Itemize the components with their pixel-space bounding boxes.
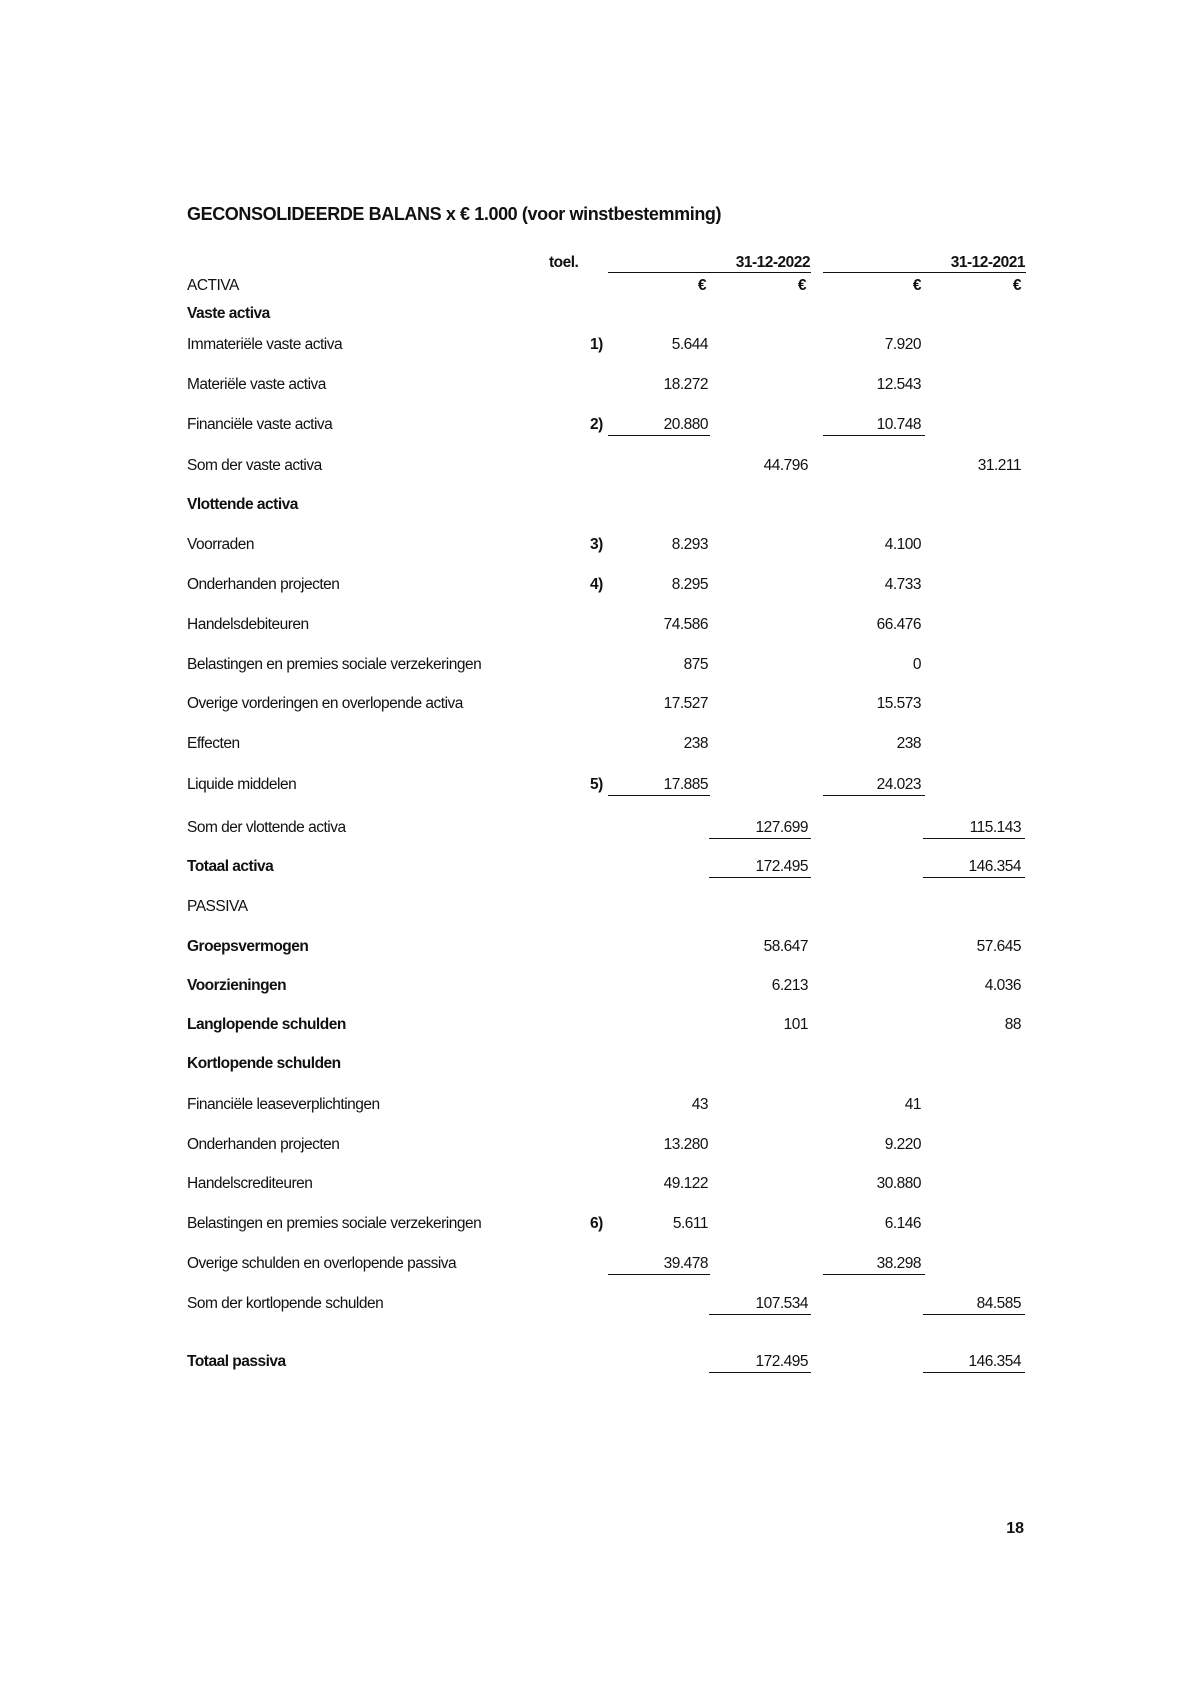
row-label: Langlopende schulden xyxy=(187,1016,346,1033)
row-value-c4: 115.143 xyxy=(969,819,1021,836)
row-label: Totaal passiva xyxy=(187,1353,286,1370)
row-value-c1: 875 xyxy=(683,656,708,673)
row-value-c3: 6.146 xyxy=(884,1215,921,1232)
currency-col-3: € xyxy=(912,277,921,294)
row-value-c1: 17.885 xyxy=(663,776,708,793)
row-value-c1: 238 xyxy=(683,735,708,752)
row-label: Belastingen en premies sociale verzekeringen xyxy=(187,656,482,673)
row-value-c4: 84.585 xyxy=(976,1295,1021,1312)
row-label: Som der vlottende activa xyxy=(187,819,346,836)
row-label: Overige vorderingen en overlopende activa xyxy=(187,695,463,712)
row-label: Vaste activa xyxy=(187,305,270,322)
row-label: Som der vaste activa xyxy=(187,457,322,474)
total-rule xyxy=(709,838,811,839)
total-rule xyxy=(823,435,925,436)
row-value-c3: 41 xyxy=(904,1096,921,1113)
row-label: Materiële vaste activa xyxy=(187,376,326,393)
row-value-c1: 8.293 xyxy=(671,536,708,553)
total-rule xyxy=(923,1314,1025,1315)
row-value-c3: 66.476 xyxy=(876,616,921,633)
row-label: Liquide middelen xyxy=(187,776,297,793)
row-value-c1: 13.280 xyxy=(663,1136,708,1153)
header-year-current: 31-12-2022 xyxy=(735,254,810,271)
row-value-c2: 101 xyxy=(783,1016,808,1033)
row-value-c4: 146.354 xyxy=(968,1353,1021,1370)
header-year-prior: 31-12-2021 xyxy=(950,254,1025,271)
total-rule xyxy=(608,1274,710,1275)
row-label: Groepsvermogen xyxy=(187,938,309,955)
row-value-c3: 12.543 xyxy=(876,376,921,393)
page-title: GECONSOLIDEERDE BALANS x € 1.000 (voor winstbestemming) xyxy=(187,204,722,224)
row-value-c3: 238 xyxy=(896,735,921,752)
row-label: Handelsdebiteuren xyxy=(187,616,309,633)
row-value-c2: 127.699 xyxy=(755,819,808,836)
row-label: Immateriële vaste activa xyxy=(187,336,343,353)
total-rule xyxy=(709,1372,811,1373)
row-label: Belastingen en premies sociale verzekeringen xyxy=(187,1215,482,1232)
header-rule-current xyxy=(608,272,811,273)
header-toel: toel. xyxy=(549,254,579,271)
row-value-c2: 172.495 xyxy=(755,858,808,875)
row-label: Kortlopende schulden xyxy=(187,1055,341,1072)
row-value-c1: 5.644 xyxy=(671,336,708,353)
total-rule xyxy=(923,1372,1025,1373)
total-rule xyxy=(709,877,811,878)
row-value-c4: 31.211 xyxy=(977,457,1021,474)
row-value-c4: 57.645 xyxy=(976,938,1021,955)
row-value-c1: 20.880 xyxy=(663,416,708,433)
row-value-c3: 4.733 xyxy=(884,576,921,593)
row-value-c1: 74.586 xyxy=(663,616,708,633)
currency-col-2: € xyxy=(797,277,806,294)
row-label: Overige schulden en overlopende passiva xyxy=(187,1255,457,1272)
row-label: Totaal activa xyxy=(187,858,274,875)
row-value-c1: 8.295 xyxy=(671,576,708,593)
header-rule-prior xyxy=(823,272,1026,273)
row-label: Financiële vaste activa xyxy=(187,416,333,433)
row-label: Voorraden xyxy=(187,536,255,553)
row-value-c3: 30.880 xyxy=(876,1175,921,1192)
row-value-c4: 4.036 xyxy=(984,977,1021,994)
row-label: Vlottende activa xyxy=(187,496,298,513)
row-label: Onderhanden projecten xyxy=(187,1136,340,1153)
total-rule xyxy=(608,435,710,436)
row-value-c1: 43 xyxy=(691,1096,708,1113)
row-label: Som der kortlopende schulden xyxy=(187,1295,384,1312)
row-note-ref: 2) xyxy=(590,416,603,433)
row-label: ACTIVA xyxy=(187,277,239,294)
row-label: Handelscrediteuren xyxy=(187,1175,313,1192)
currency-col-4: € xyxy=(1012,277,1021,294)
row-value-c3: 9.220 xyxy=(884,1136,921,1153)
row-note-ref: 1) xyxy=(590,336,603,353)
row-value-c3: 7.920 xyxy=(884,336,921,353)
row-value-c3: 10.748 xyxy=(876,416,921,433)
row-label: Financiële leaseverplichtingen xyxy=(187,1096,380,1113)
row-label: Onderhanden projecten xyxy=(187,576,340,593)
row-value-c1: 5.611 xyxy=(672,1215,708,1232)
row-value-c4: 88 xyxy=(1004,1016,1021,1033)
row-value-c1: 18.272 xyxy=(663,376,708,393)
row-value-c1: 17.527 xyxy=(663,695,708,712)
row-value-c2: 58.647 xyxy=(763,938,808,955)
row-note-ref: 4) xyxy=(590,576,603,593)
row-value-c1: 39.478 xyxy=(663,1255,708,1272)
row-value-c4: 146.354 xyxy=(968,858,1021,875)
row-label: Voorzieningen xyxy=(187,977,287,994)
row-value-c3: 0 xyxy=(912,656,921,673)
row-value-c3: 15.573 xyxy=(876,695,921,712)
row-note-ref: 3) xyxy=(590,536,603,553)
total-rule xyxy=(823,1274,925,1275)
row-label: PASSIVA xyxy=(187,898,248,915)
row-value-c2: 107.534 xyxy=(755,1295,808,1312)
total-rule xyxy=(709,1314,811,1315)
row-value-c1: 49.122 xyxy=(663,1175,708,1192)
total-rule xyxy=(823,795,925,796)
row-note-ref: 5) xyxy=(590,776,603,793)
row-value-c3: 4.100 xyxy=(884,536,921,553)
total-rule xyxy=(608,795,710,796)
row-label: Effecten xyxy=(187,735,240,752)
row-value-c2: 172.495 xyxy=(755,1353,808,1370)
row-note-ref: 6) xyxy=(590,1215,603,1232)
row-value-c2: 6.213 xyxy=(771,977,808,994)
row-value-c3: 38.298 xyxy=(876,1255,921,1272)
page-number: 18 xyxy=(1006,1520,1024,1537)
currency-col-1: € xyxy=(697,277,706,294)
row-value-c3: 24.023 xyxy=(876,776,921,793)
row-value-c2: 44.796 xyxy=(763,457,808,474)
total-rule xyxy=(923,838,1025,839)
total-rule xyxy=(923,877,1025,878)
